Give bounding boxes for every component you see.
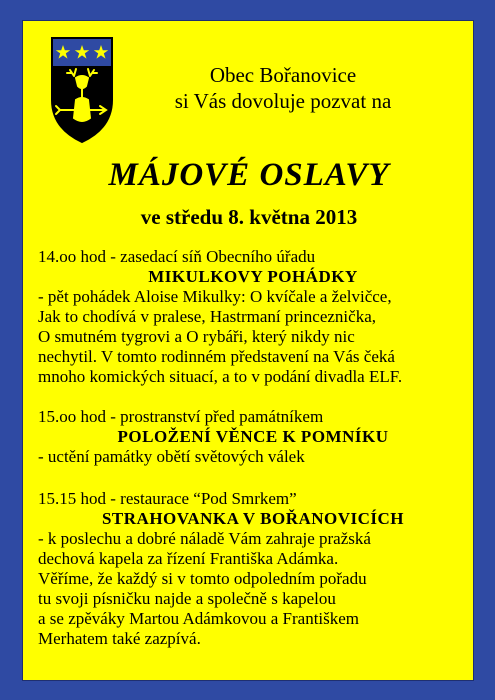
section-line: tu svoji písničku najde a společně s kapelou [38,589,336,608]
invitation-line: si Vás dovoluje pozvat na [174,89,392,113]
coat-of-arms-icon [50,36,114,144]
poster [22,20,474,681]
section-line: mnoho komických situací, a to v podání divadla ELF. [38,367,403,386]
section-line: a se zpěváky Martou Adámkovou a Františkem [38,609,360,628]
section-line: dechová kapela za řízení Františka Adámka. [38,549,339,568]
section-line: nechytil. V tomto rodinném představení na Vás čeká [38,347,395,366]
section-line: Jak to chodívá v pralese, Hastrmaní princeznička, [38,307,376,326]
section-title: MIKULKOVY POHÁDKY [148,267,358,286]
section-time: 14.oo hod - zasedací síň Obecního úřadu [38,247,316,266]
program-section-1 [38,247,468,387]
section-title: STRAHOVANKA V BOŘANOVICÍCH [101,509,405,528]
event-title: MÁJOVÉ OSLAVY [108,157,390,193]
program-section-2 [38,407,468,467]
section-line: - k poslechu a dobré náladě Vám zahraje pražská [38,529,371,548]
section-title: POLOŽENÍ VĚNCE K POMNÍKU [117,427,389,446]
section-line: Merhatem také zazpívá. [38,629,201,648]
section-line: Věříme, že každý si v tomto odpoledním pořadu [38,569,367,588]
village-name: Obec Bořanovice [209,63,357,87]
section-line: O smutném tygrovi a O rybáři, který nikdy nic [38,327,355,346]
section-time: 15.15 hod - restaurace “Pod Smrkem” [38,489,297,508]
section-line: - pět pohádek Aloise Mikulky: O kvíčale a želvičce, [38,287,392,306]
program-section-3 [38,489,468,649]
section-time: 15.oo hod - prostranství před památníkem [38,407,324,426]
section-line: - uctění památky obětí světových válek [38,447,305,466]
event-date: ve středu 8. května 2013 [140,205,358,229]
